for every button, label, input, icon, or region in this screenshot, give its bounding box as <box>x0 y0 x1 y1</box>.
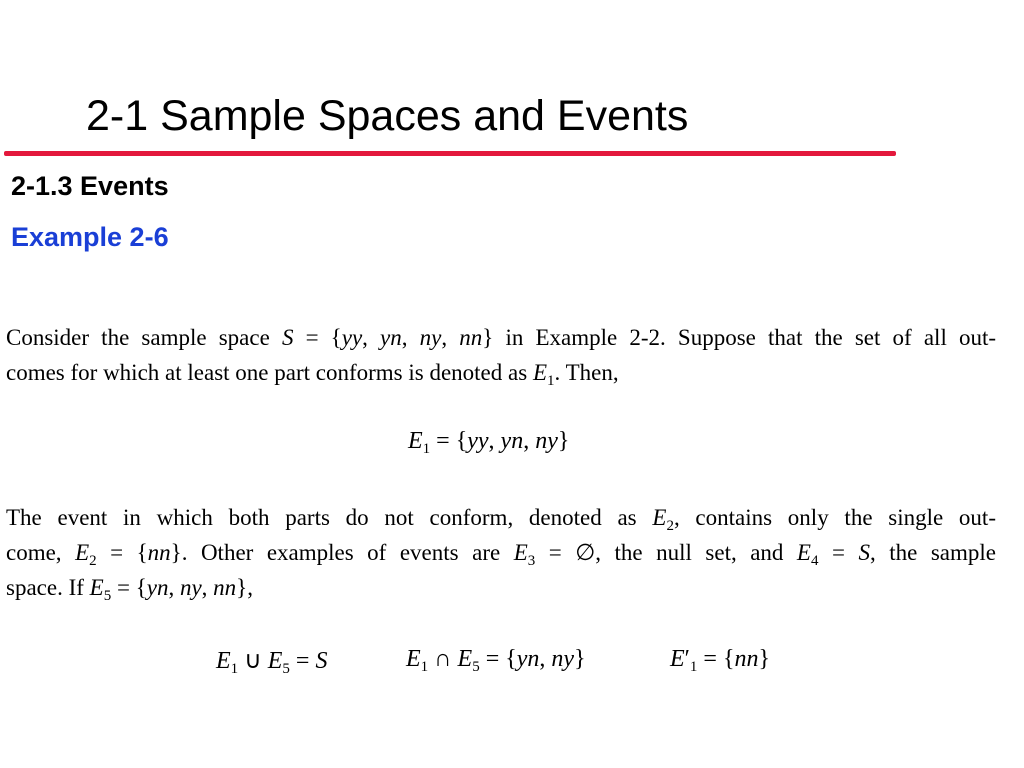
paragraph-2-line-3: space. If $E_5 = \{yn$, ny, nn}, <box>6 575 253 604</box>
paragraph-2-line-2: come, $E_2 = \{nn\}$. Other examples of events are $E_3$ = ∅, the null set, and $E_4 = S$, the sample <box>6 540 996 569</box>
equation-e1: $E_1 = \{yy$, yn, ny} <box>408 428 570 457</box>
paragraph-1-line-2: comes for which at least one part conforms is denoted as $E_1$. Then, <box>6 360 619 389</box>
equation-complement: $E'_1 = \{nn\}$ <box>670 646 771 675</box>
example-label: Example 2-6 <box>11 222 169 252</box>
slide-title: 2-1 Sample Spaces and Events <box>86 92 689 140</box>
paragraph-2 <box>6 500 996 605</box>
title-divider <box>4 151 896 156</box>
equation-intersection: $E_1$ ∩ $E_5 = \{yn$, ny} <box>406 646 586 675</box>
equation-union: $E_1$ ∪ $E_5 = S$ <box>216 648 328 677</box>
section-heading: 2-1.3 Events <box>11 171 169 201</box>
paragraph-1-line-1: Consider the sample space S = {yy, yn, ny, nn} in Example 2-2. Suppose that the set of all out- <box>6 325 997 350</box>
paragraph-2-line-1: The event in which both parts do not conform, denoted as $E_2$, contains only the single out- <box>6 505 996 534</box>
paragraph-1 <box>6 320 996 390</box>
